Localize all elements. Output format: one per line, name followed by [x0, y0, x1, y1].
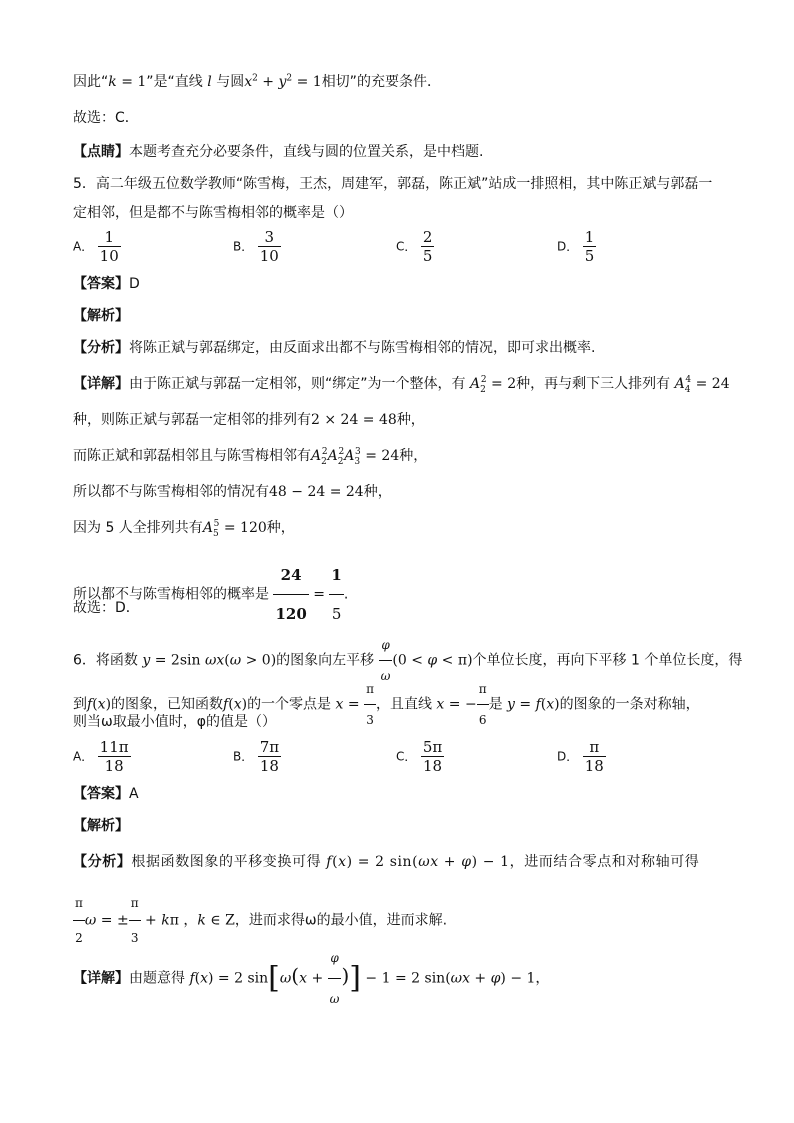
- q6-jiexi: 【解析】: [73, 818, 129, 834]
- q5-option-b: B． $\frac{3}{10}$: [233, 228, 279, 265]
- q6-option-b: B． $\frac{7\pi}{18}$: [233, 738, 280, 775]
- q6-stem-2: 到f(x)的图象，已知函数f(x)的一个零点是 x = $\frac{\pi}{3}$ ，且直线 x = − $\frac{\pi}{6}$ 是 y = f(x)的图象的一条对称轴，: [73, 674, 700, 735]
- q6-detail-1: 【详解】由题意得 f(x) = 2 sin[ω(x + $\frac{\varphi}{\omega}$ )] − 1 = 2 sin(ωx + φ) − 1，: [73, 938, 549, 1019]
- q6-option-d: D． $\frac{\pi}{18}$: [557, 738, 604, 775]
- q6-stem-1: 6．将函数 y = 2sin ωx(ω > 0)的图象向左平移 $\frac{\varphi}{\omega}$ (0 < φ < π)个单位长度，再向下平移 1 个单位长度，得: [73, 630, 742, 691]
- q5-jiexi: 【解析】: [73, 308, 129, 324]
- q6-fenxi-2: $\frac{\pi}{2}$ ω = ± $\frac{\pi}{3}$ + kπ ，k ∈ Z，进而求得ω的最小值，进而求解.: [73, 886, 447, 955]
- q6-stem-3: 则当ω取最小值时，φ的值是（）: [73, 714, 276, 730]
- q5-stem-1: 5．高二年级五位数学教师“陈雪梅，王杰，周建军，郭磊，陈正斌”站成一排照相，其中陈正斌与郭磊一: [73, 176, 713, 192]
- conclusion-line: 因此“k = 1”是“直线 l 与圆$x^2 + y^2 = 1$相切”的充要条件．: [73, 73, 441, 90]
- q6-answer: 【答案】A: [73, 786, 139, 802]
- q5-detail-3: 而陈正斌和郭磊相邻且与陈雪梅相邻有$A_2^2A_2^2A_3^3 = 24$种，: [73, 447, 428, 467]
- q5-detail-4: 所以都不与陈雪梅相邻的情况有48 − 24 = 24种，: [73, 484, 392, 500]
- q5-detail-6: 所以都不与陈雪梅相邻的概率是 $\frac{24}{120}$ = $\frac{1}{5}$ .: [73, 556, 348, 633]
- choose-c: 故选：C．: [73, 110, 139, 126]
- dianjing-line: 【点睛】本题考查充分必要条件，直线与圆的位置关系，是中档题.: [73, 144, 484, 160]
- q5-option-d: D． $\frac{1}{5}$: [557, 228, 595, 265]
- q5-detail-2: 种，则陈正斌与郭磊一定相邻的排列有2 × 24 = 48种，: [73, 412, 425, 428]
- q6-option-a: A． $\frac{11\pi}{18}$: [73, 738, 129, 775]
- q5-detail-5: 因为 5 人全排列共有$A_5^5 = 120$种，: [73, 519, 295, 539]
- q6-fenxi: 【分析】根据函数图象的平移变换可得 f(x) = 2 sin(ωx + φ) − 1，进而结合零点和对称轴可得: [73, 854, 700, 870]
- q5-stem-2: 定相邻，但是都不与陈雪梅相邻的概率是（）: [73, 205, 353, 221]
- q5-option-c: C． $\frac{2}{5}$: [396, 228, 433, 265]
- q5-choose: 故选：D．: [73, 600, 140, 616]
- q5-detail-1: 【详解】由于陈正斌与郭磊一定相邻，则“绑定”为一个整体，有 $A_2^2 = 2$种，再与剩下三人排列有 $A_4^4 = 24$: [73, 375, 730, 395]
- q5-fenxi: 【分析】将陈正斌与郭磊绑定，由反面求出都不与陈雪梅相邻的情况，即可求出概率.: [73, 340, 596, 356]
- q5-option-a: A． $\frac{1}{10}$: [73, 228, 119, 265]
- q6-option-c: C． $\frac{5\pi}{18}$: [396, 738, 443, 775]
- q5-answer: 【答案】D: [73, 276, 140, 292]
